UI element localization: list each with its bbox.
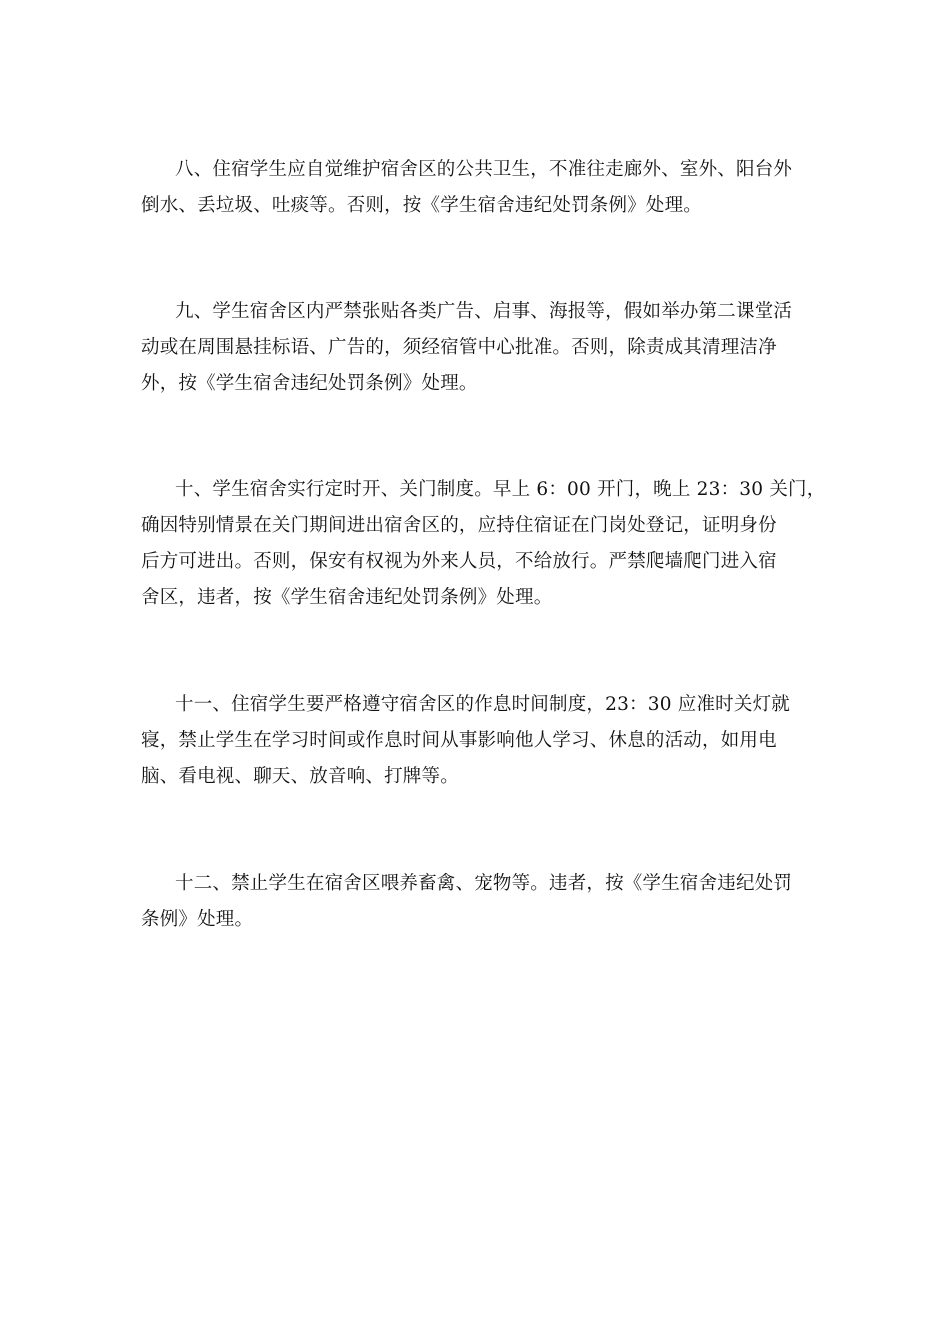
- paragraph-12: [141, 866, 813, 938]
- paragraph-line: 寝，禁止学生在学习时间或作息时间从事影响他人学习、休息的活动，如用电: [141, 730, 777, 751]
- paragraph-line: 后方可进出。否则，保安有权视为外来人员，不给放行。严禁爬墙爬门进入宿: [141, 551, 777, 572]
- paragraph-11: [141, 687, 813, 795]
- paragraph-line: 九、学生宿舍区内严禁张贴各类广告、启事、海报等，假如举办第二课堂活: [175, 301, 793, 322]
- paragraph-line: 动或在周围悬挂标语、广告的，须经宿管中心批准。否则，除责成其清理洁净: [141, 337, 777, 358]
- paragraph-10: [141, 472, 826, 616]
- paragraph-line: 倒水、丢垃圾、吐痰等。否则，按《学生宿舍违纪处罚条例》处理。: [141, 195, 703, 216]
- paragraph-line: 十、学生宿舍实行定时开、关门制度。早上 6：00 开门，晚上 23：30 关门，: [175, 479, 826, 500]
- paragraph-line: 外，按《学生宿舍违纪处罚条例》处理。: [141, 373, 478, 394]
- paragraph-line: 脑、看电视、聊天、放音响、打牌等。: [141, 766, 459, 787]
- paragraph-line: 十二、禁止学生在宿舍区喂养畜禽、宠物等。违者，按《学生宿舍违纪处罚: [175, 873, 793, 894]
- paragraph-line: 舍区，违者，按《学生宿舍违纪处罚条例》处理。: [141, 587, 553, 608]
- paragraph-line: 条例》处理。: [141, 909, 254, 930]
- paragraph-line: 确因特别情景在关门期间进出宿舍区的，应持住宿证在门岗处登记，证明身份: [141, 515, 777, 536]
- paragraph-line: 八、住宿学生应自觉维护宿舍区的公共卫生，不准往走廊外、室外、阳台外: [175, 159, 793, 180]
- paragraph-line: 十一、住宿学生要严格遵守宿舍区的作息时间制度，23：30 应准时关灯就: [175, 694, 790, 715]
- paragraph-9: [141, 294, 813, 402]
- paragraph-8: [141, 152, 813, 224]
